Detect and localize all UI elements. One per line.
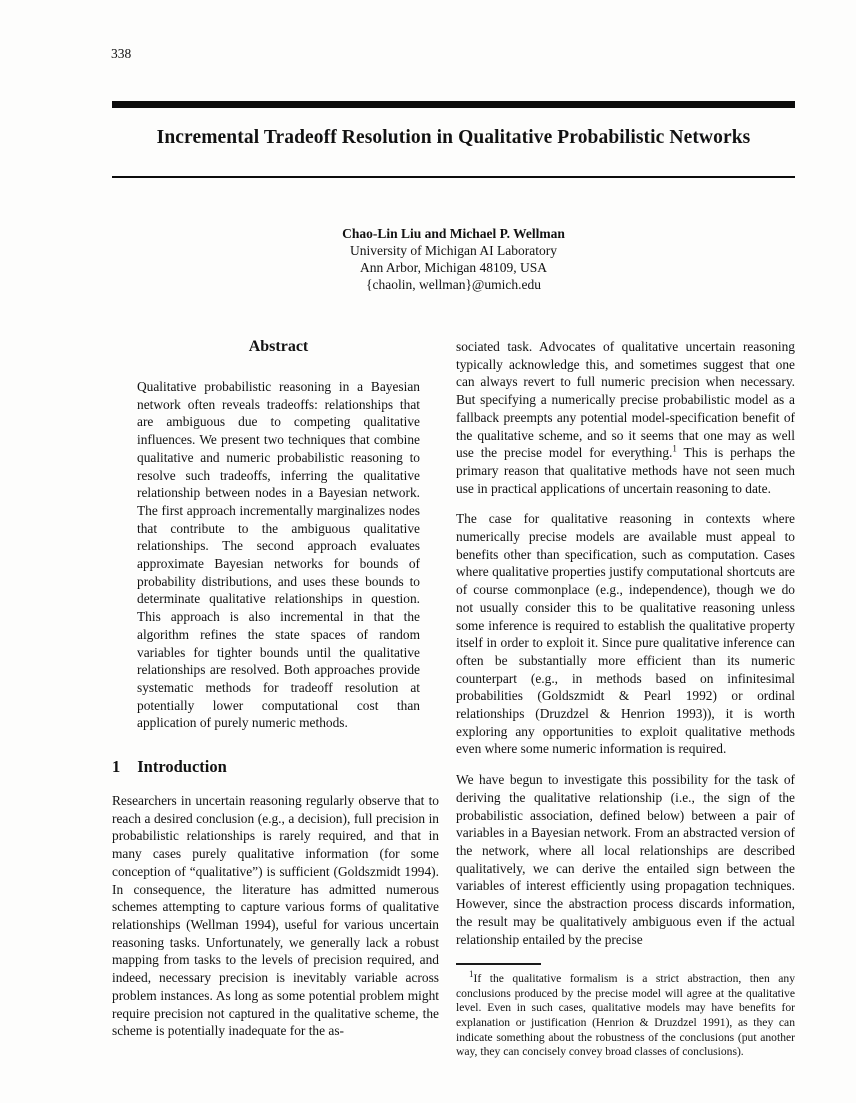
footnote-separator: [456, 963, 541, 965]
abstract-section: [112, 338, 439, 732]
left-column: [112, 338, 439, 1060]
footnote-reference-marker: 1: [672, 443, 677, 454]
footnote: [456, 969, 795, 1060]
author-email: {chaolin, wellman}@umich.edu: [366, 277, 541, 292]
abstract-body: Qualitative probabilistic reasoning in a Bayesian network often reveals tradeoffs: relationships that are ambiguous due to competing qualitative influences. We present two techniques that combine qualitative and numeric probabilistic reasoning to resolve such tradeoffs, inferring the qualitative relationship between nodes in a Bayesian network. The first approach incrementally marginalizes nodes that contribute to the ambiguous qualitative relationships. The second approach evaluates approximate Bayesian networks for bounds of probability distributions, and uses these bounds to determinate qualitative relationships in question. This approach is also incremental in that the algorithm refines the state spaces of random variables for tighter bounds until the qualitative relationships are resolved. Both approaches provide systematic methods for tradeoff resolution at potentially lower computational cost than application of purely numeric methods.: [137, 379, 420, 731]
paragraph-text: sociated task. Advocates of qualitative uncertain reasoning typically acknowledge this, and sometimes suggest that one can always revert to full numeric precision when necessary. But specifying a numerically precise probabilistic model as a fallback preempts any potential model-specification benefit of the qualitative scheme, and so it seems that one may as well use the precise model for everything.: [456, 339, 795, 461]
title-rule-bottom: [112, 176, 795, 178]
footnote-marker: 1: [469, 969, 474, 980]
body-paragraph-1: [456, 338, 795, 497]
title-rule-top: [112, 101, 795, 108]
body-paragraph-2: The case for qualitative reasoning in contexts where numerically precise models are available must appeal to benefits other than specification, such as computation. Cases where qualitative properties justify computational shortcuts are of course commonplace (e.g., independence), though we do not usually consider this to be qualitative reasoning unless some inference is required to establish the qualitative property itself in order to exploit it. Since pure qualitative inference can often be substantially more efficient than its numeric counterpart (e.g., in methods based on infinitesimal probabilities (Goldszmidt & Pearl 1992) or ordinal relationships (Druzdzel & Henrion 1993)), it is worth exploring any opportunities to exploit qualitative methods even where some numeric information is required.: [456, 511, 795, 757]
abstract-heading: Abstract: [248, 338, 309, 355]
author-affiliation: University of Michigan AI Laboratory: [350, 243, 557, 258]
introduction-paragraph: Researchers in uncertain reasoning regularly observe that to reach a desired conclusion (e.g., a decision), full precision in probabilistic relationships is rarely required, and that in many cases purely qualitative information (for some conception of “qualitative”) is sufficient (Goldszmidt 1994). In consequence, the literature has admitted numerous schemes attempting to capture various forms of qualitative relationships (Wellman 1994), useful for various uncertain reasoning tasks. Unfortunately, we generally lack a robust mapping from tasks to the levels of precision required, and indeed, necessary precision is inevitably variable across problem instances. As long as some potential problem might require precision not captured in the qualitative scheme, the scheme is potentially inadequate for the as-: [112, 793, 439, 1039]
section-1-heading: [112, 757, 439, 777]
two-column-body: [112, 338, 795, 1060]
paragraph-text: This is perhaps the primary reason that qualitative methods have not seen much use in practical applications of uncertain reasoning to date.: [456, 445, 796, 496]
author-names: Chao-Lin Liu and Michael P. Wellman: [342, 226, 565, 241]
author-block: [112, 225, 795, 293]
body-paragraph-3: We have begun to investigate this possibility for the task of deriving the qualitative relationship (i.e., the sign of the probabilistic association, defined below) between a pair of variables in a Bayesian network. From an abstracted version of the network, where all local relationships are described qualitatively, we can derive the entailed sign between the variables of interest efficiently using propagation techniques. However, since the abstraction process discards information, the result may be qualitatively ambiguous even if the actual relationship entailed by the precise: [456, 772, 795, 947]
author-location: Ann Arbor, Michigan 48109, USA: [360, 260, 547, 275]
page-number: 338: [111, 46, 132, 61]
section-1-title: Introduction: [137, 757, 227, 777]
footnote-text: If the qualitative formalism is a strict abstraction, then any conclusions produced by the precise model will agree at the qualitative level. Even in such cases, qualitative models may have benefits for explanation or justification (Henrion & Druzdzel 1991), as they can indicate something about the robustness of the conclusions (put another way, they can concisely convey broad classes of conclusions).: [456, 972, 795, 1059]
section-1-number: 1: [112, 757, 121, 777]
paper-title: Incremental Tradeoff Resolution in Qualitative Probabilistic Networks: [156, 127, 751, 148]
right-column: [456, 338, 795, 1060]
